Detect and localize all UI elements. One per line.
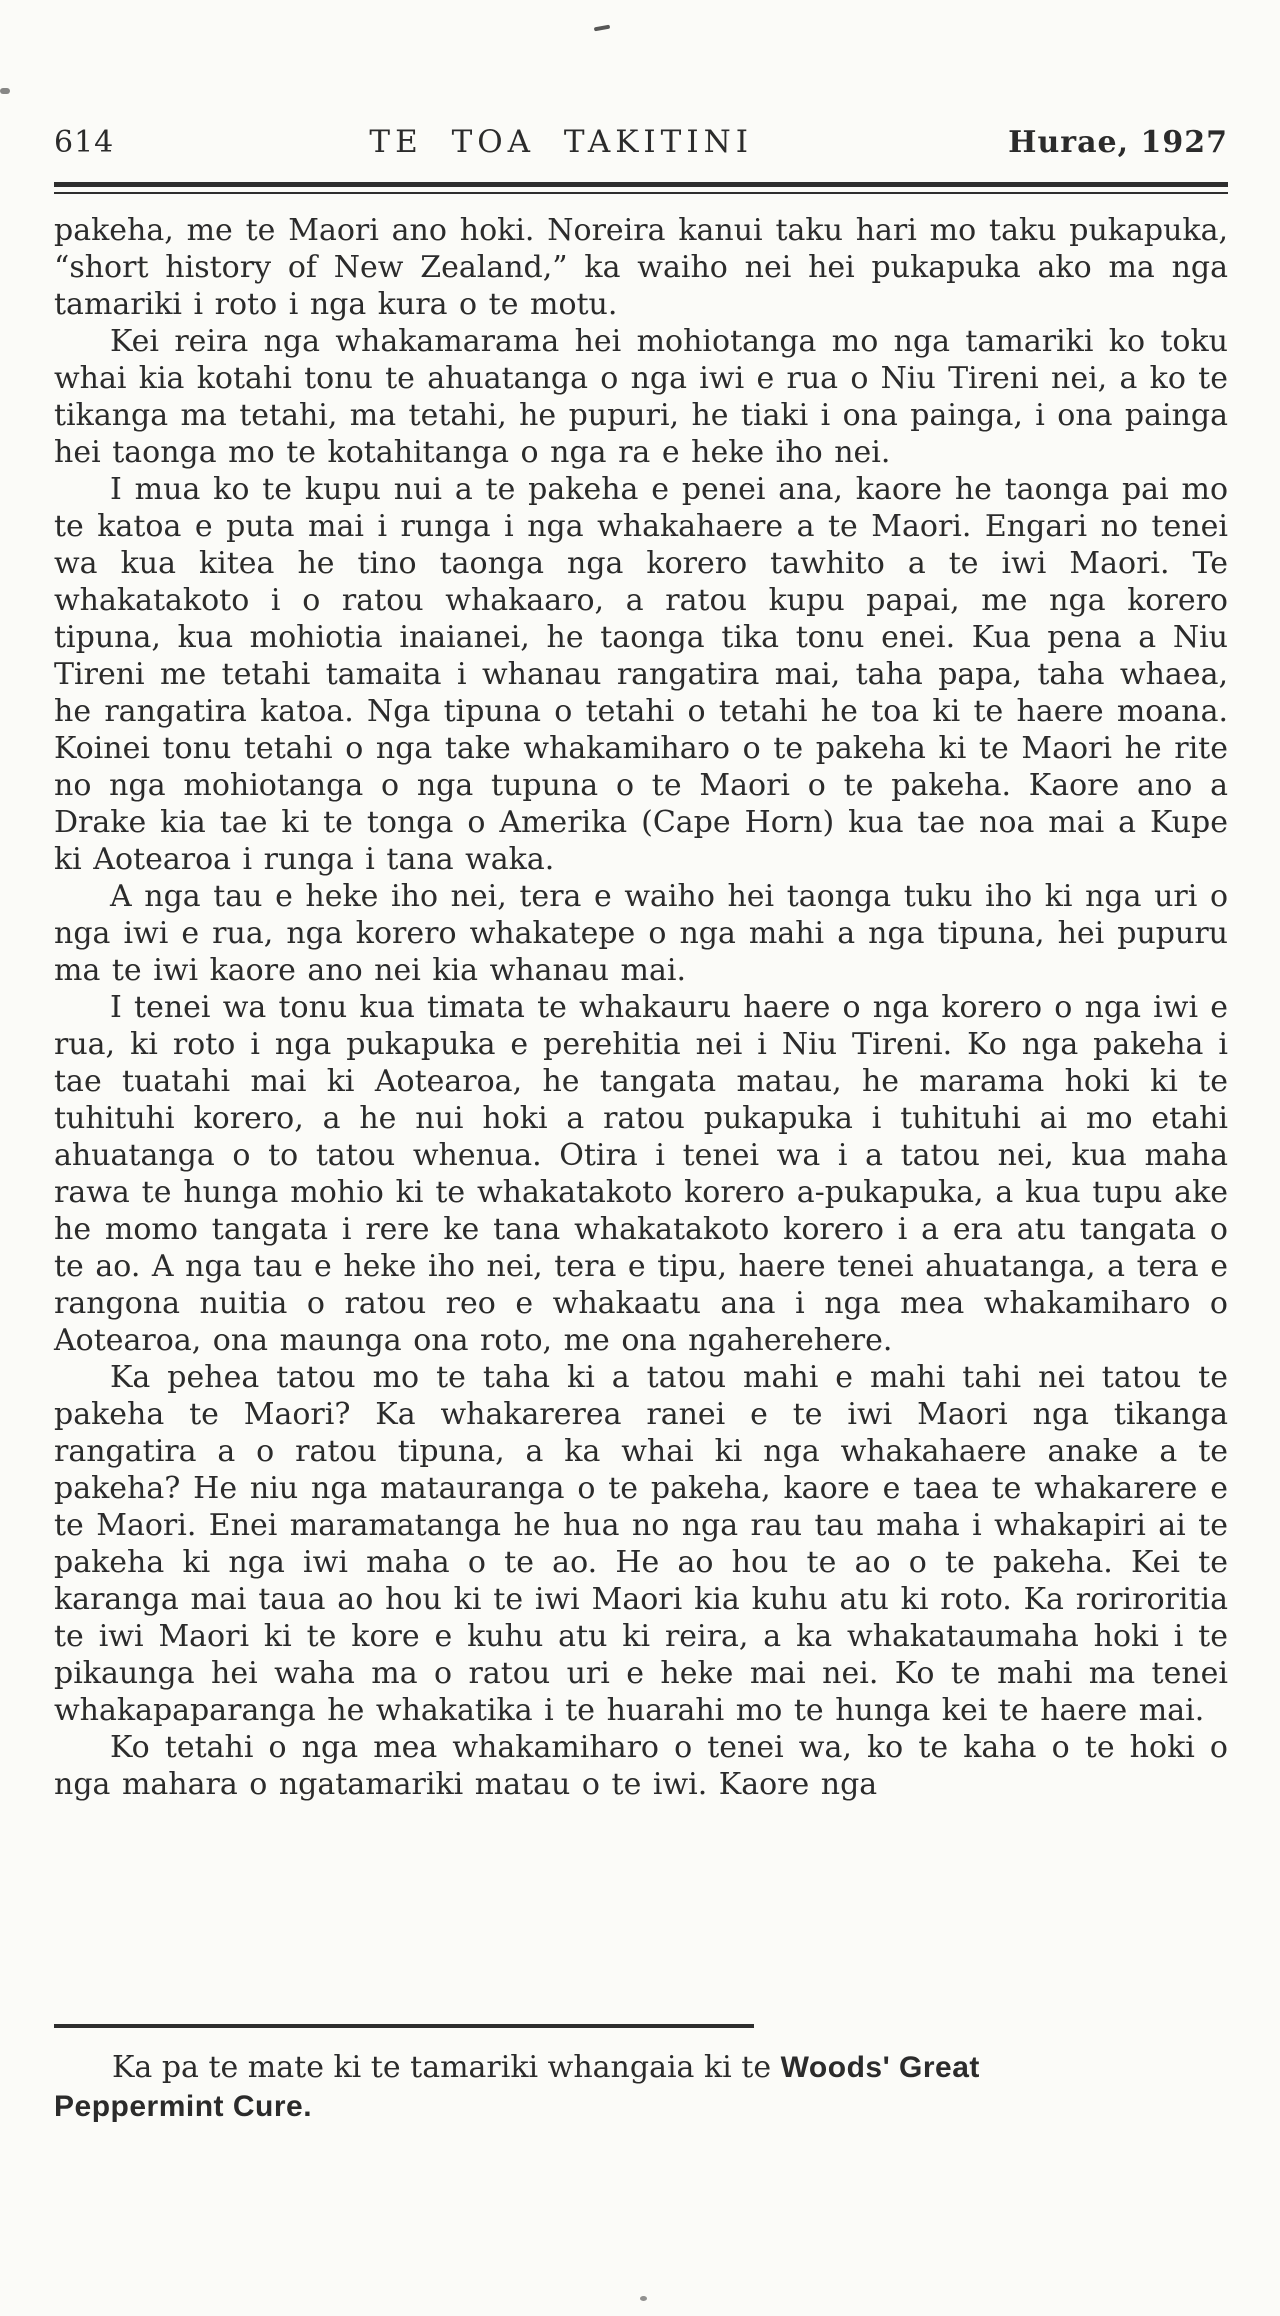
footer-line-2 (54, 2087, 1228, 2126)
paragraph-2: Kei reira nga whakamarama hei mohiotanga mo nga tamariki ko toku whai kia kotahi tonu te ahuatanga o nga iwi e rua o Niu Tireni nei, a ko te tikanga ma tetahi, ma tetahi, he pupuri, he tiaki i ona painga, i ona painga hei taonga mo te kotahitanga o nga ra e heke iho nei. (54, 324, 1228, 470)
paragraph-4: A nga tau e heke iho nei, tera e waiho hei taonga tuku iho ki nga uri o nga iwi e rua, nga korero whakatepe o nga mahi a nga tipuna, hei pupuru ma te iwi kaore ano nei kia whanau mai. (54, 879, 1228, 988)
footer-brand-line-2: Peppermint Cure. (54, 2090, 313, 2123)
journal-title: TE TOA TAKITINI (369, 124, 753, 160)
page-number: 614 (54, 125, 115, 160)
footer-brand-line-1: Woods' Great (780, 2051, 980, 2084)
header-rule-thin (54, 192, 1228, 194)
footer-advertisement (54, 2048, 1228, 2126)
paragraph-3: I mua ko te kupu nui a te pakeha e penei ana, kaore he taonga pai mo te katoa e puta mai i runga i nga whakahaere a te Maori. Engari no tenei wa kua kitea he tino taonga nga korero tawhito a te iwi Maori. Te whakatakoto i o ratou whakaaro, a ratou kupu papai, me nga korero tipuna, kua mohiotia inaianei, he taonga tika tonu enei. Kua pena a Niu Tireni me tetahi tamaita i whanau rangatira mai, taha papa, taha whaea, he rangatira katoa. Nga tipuna o tetahi o tetahi he toa ki te haere moana. Koinei tonu tetahi o nga take whakamiharo o te pakeha ki te Maori he rite no nga mohiotanga o nga tupuna o te Maori o te pakeha. Kaore ano a Drake kia tae ki te tonga o Amerika (Cape Horn) kua tae noa mai a Kupe ki Aotearoa i runga i tana waka. (54, 472, 1228, 877)
scan-artifact-top (594, 25, 610, 32)
article-body (54, 212, 1228, 1803)
footer-text: Ka pa te mate ki te tamariki whangaia ki te (112, 2050, 781, 2085)
scan-artifact-bottom (640, 2296, 647, 2301)
footer-rule (54, 2024, 754, 2028)
page-header (54, 124, 1228, 160)
header-double-rule (54, 182, 1228, 194)
paragraph-6: Ka pehea tatou mo te taha ki a tatou mahi e mahi tahi nei tatou te pakeha te Maori? Ka whakarerea ranei e te iwi Maori nga tikanga rangatira a o ratou tipuna, a ka whai ki nga whakahaere anake a te pakeha? He niu nga matauranga o te pakeha, kaore e taea te whakarere e te Maori. Enei maramatanga he hua no nga rau tau maha i whakapiri ai te pakeha ki nga iwi maha o te ao. He ao hou te ao o te pakeha. Kei te karanga mai taua ao hou ki te iwi Maori kia kuhu atu ki roto. Ka roriroritia te iwi Maori ki te kore e kuhu atu ki reira, a ka whakataumaha hoki i te pikaunga hei waha ma o ratou uri e heke mai nei. Ko te mahi ma tenei whakapaparanga he whakatika i te huarahi mo te hunga kei te haere mai. (54, 1360, 1228, 1728)
header-rule-thick (54, 182, 1228, 187)
paragraph-7: Ko tetahi o nga mea whakamiharo o tenei wa, ko te kaha o te hoki o nga mahara o ngatamariki matau o te iwi. Kaore nga (54, 1730, 1228, 1802)
footer-line-1 (54, 2048, 1228, 2087)
paragraph-1: pakeha, me te Maori ano hoki. Noreira kanui taku hari mo taku pukapuka, “short history of New Zealand,” ka waiho nei hei pukapuka ako ma nga tamariki i roto i nga kura o te motu. (54, 213, 1228, 322)
scan-artifact-left-edge (0, 88, 10, 94)
issue-date: Hurae, 1927 (1008, 125, 1228, 160)
paragraph-5: I tenei wa tonu kua timata te whakauru haere o nga korero o nga iwi e rua, ki roto i nga pukapuka e perehitia nei i Niu Tireni. Ko nga pakeha i tae tuatahi mai ki Aotearoa, he tangata matau, he marama hoki ki te tuhituhi korero, a he nui hoki a ratou pukapuka i tuhituhi ai mo etahi ahuatanga o to tatou whenua. Otira i tenei wa i a tatou nei, kua maha rawa te hunga mohio ki te whakatakoto korero a-pukapuka, a kua tupu ake he momo tangata i rere ke tana whakatakoto korero i a era atu tangata o te ao. A nga tau e heke iho nei, tera e tipu, haere tenei ahuatanga, a tera e rangona nuitia o ratou reo e whakaatu ana i nga mea whakamiharo o Aotearoa, ona maunga ona roto, me ona ngaherehere. (54, 990, 1228, 1358)
